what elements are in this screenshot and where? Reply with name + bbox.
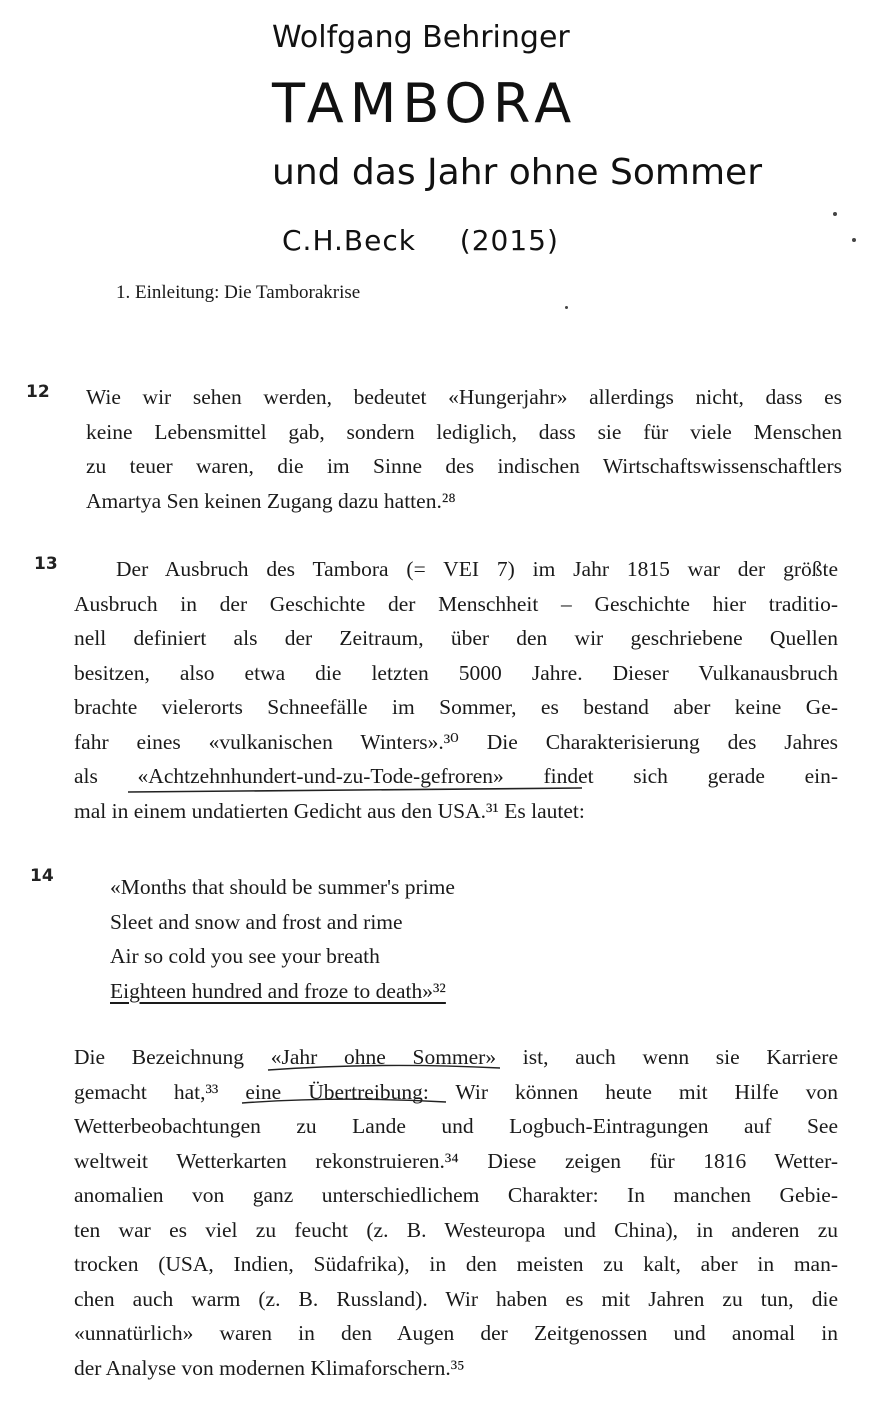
- poem-quote: [110, 870, 630, 1008]
- text-line: chen auch warm (z. B. Russland). Wir haben es mit Jahren zu tun, die: [74, 1286, 838, 1311]
- text-line: Die Bezeichnung «Jahr ohne Sommer» ist, auch wenn sie Karriere: [74, 1045, 838, 1069]
- paragraph-13: [74, 552, 838, 828]
- paragraph-number: 12: [26, 382, 50, 402]
- book-title: TAMBORA: [272, 72, 578, 135]
- text-line: weltweit Wetterkarten rekonstruieren.³⁴ Diese zeigen für 1816 Wetter-: [74, 1148, 838, 1173]
- scan-speck: [852, 238, 856, 242]
- text-line: Wetterbeobachtungen zu Lande und Logbuch-Eintragungen auf See: [74, 1114, 838, 1138]
- text-line: Der Ausbruch des Tambora (= VEI 7) im Jahr 1815 war der größte: [116, 557, 838, 581]
- text-line: der Analyse von modernen Klimaforschern.³⁵: [74, 1355, 465, 1380]
- poem-line: Air so cold you see your breath: [110, 944, 380, 968]
- text-line: als «Achtzehnhundert-und-zu-Tode-gefroren» findet sich gerade ein-: [74, 764, 838, 788]
- text-line: trocken (USA, Indien, Südafrika), in den meisten zu kalt, aber in man-: [74, 1252, 838, 1276]
- poem-line: Eighteen hundred and froze to death»³²: [110, 978, 446, 1003]
- paragraph-12: [86, 380, 842, 518]
- text-line: Wie wir sehen werden, bedeutet «Hungerjahr» allerdings nicht, dass es: [86, 385, 842, 409]
- scan-speck: [833, 212, 837, 216]
- text-line: besitzen, also etwa die letzten 5000 Jahre. Dieser Vulkanausbruch: [74, 660, 838, 685]
- chapter-heading: 1. Einleitung: Die Tamborakrise: [116, 282, 361, 303]
- text-line: Amartya Sen keinen Zugang dazu hatten.²⁸: [86, 488, 456, 513]
- text-line: mal in einem undatierten Gedicht aus den USA.³¹ Es lautet:: [74, 798, 585, 823]
- text-line: zu teuer waren, die im Sinne des indischen Wirtschaftswissenschaftlers: [86, 454, 842, 478]
- paragraph-15: [74, 1040, 838, 1385]
- text-line: ten war es viel zu feucht (z. B. Westeuropa und China), in anderen zu: [74, 1217, 838, 1242]
- text-line: gemacht hat,³³ eine Übertreibung: Wir können heute mit Hilfe von: [74, 1079, 838, 1104]
- publisher-line: [282, 224, 559, 257]
- text-line: brachte vielerorts Schneefälle im Sommer, es bestand aber keine Ge-: [74, 695, 838, 719]
- poem-line: «Months that should be summer's prime: [110, 875, 455, 899]
- author-name: Wolfgang Behringer: [272, 20, 570, 55]
- text-line: anomalien von ganz unterschiedlichem Charakter: In manchen Gebie-: [74, 1183, 838, 1207]
- text-line: «unnatürlich» waren in den Augen der Zeitgenossen und anomal in: [74, 1321, 838, 1345]
- text-line: nell definiert als der Zeitraum, über den wir geschriebene Quellen: [74, 626, 838, 650]
- text-line: fahr eines «vulkanischen Winters».³⁰ Die Charakterisierung des Jahres: [74, 729, 838, 754]
- text-line: keine Lebensmittel gab, sondern lediglich, dass sie für viele Menschen: [86, 419, 842, 444]
- scan-speck: [565, 306, 568, 309]
- paragraph-number: 13: [34, 554, 58, 574]
- text-line: Ausbruch in der Geschichte der Menschheit – Geschichte hier traditio-: [74, 591, 838, 616]
- paragraph-number: 14: [30, 866, 54, 886]
- book-subtitle: und das Jahr ohne Sommer: [272, 152, 762, 193]
- poem-line: Sleet and snow and frost and rime: [110, 909, 403, 934]
- publication-year: (2015): [459, 224, 559, 257]
- publisher-name: C.H.Beck: [282, 224, 416, 257]
